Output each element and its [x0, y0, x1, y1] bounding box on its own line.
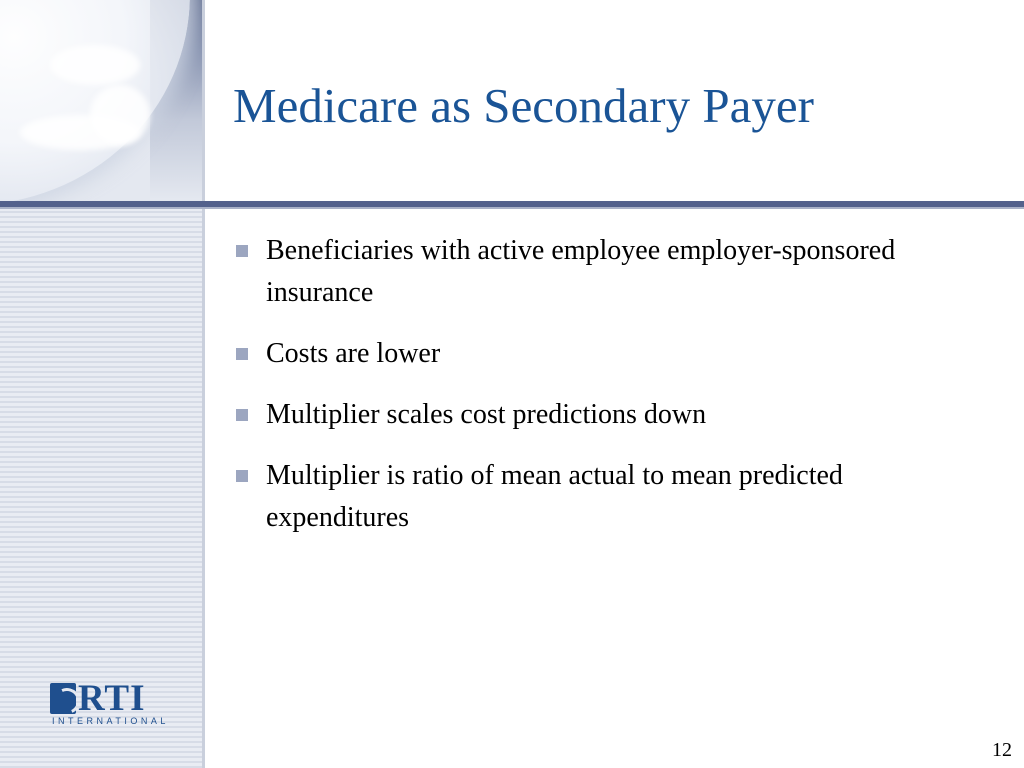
- rti-logo: [50, 678, 169, 728]
- logo-name: RTI: [78, 678, 146, 719]
- logo-subtitle: INTERNATIONAL: [52, 716, 169, 726]
- bullet-text: Multiplier scales cost predictions down: [266, 399, 707, 430]
- bullet-text: Multiplier is ratio of mean actual to mean predicted expenditures: [266, 460, 843, 533]
- slide-title: Medicare as Secondary Payer: [233, 78, 814, 133]
- title-divider-highlight: [0, 207, 1024, 209]
- rti-logo-icon: [50, 683, 76, 714]
- bullet-item: [236, 230, 936, 314]
- bullet-item: [236, 455, 936, 539]
- square-bullet-icon: [236, 348, 248, 360]
- square-bullet-icon: [236, 409, 248, 421]
- bullet-item: [236, 333, 936, 375]
- left-decorative-panel: [0, 0, 205, 768]
- bullet-text: Beneficiaries with active employee employer-sponsored insurance: [266, 235, 896, 308]
- page-number: 12: [992, 739, 1012, 761]
- panel-divider: [202, 0, 205, 768]
- bullet-item: [236, 394, 936, 436]
- bullet-text: Costs are lower: [266, 338, 441, 369]
- square-bullet-icon: [236, 470, 248, 482]
- square-bullet-icon: [236, 245, 248, 257]
- bullet-list: [236, 230, 936, 558]
